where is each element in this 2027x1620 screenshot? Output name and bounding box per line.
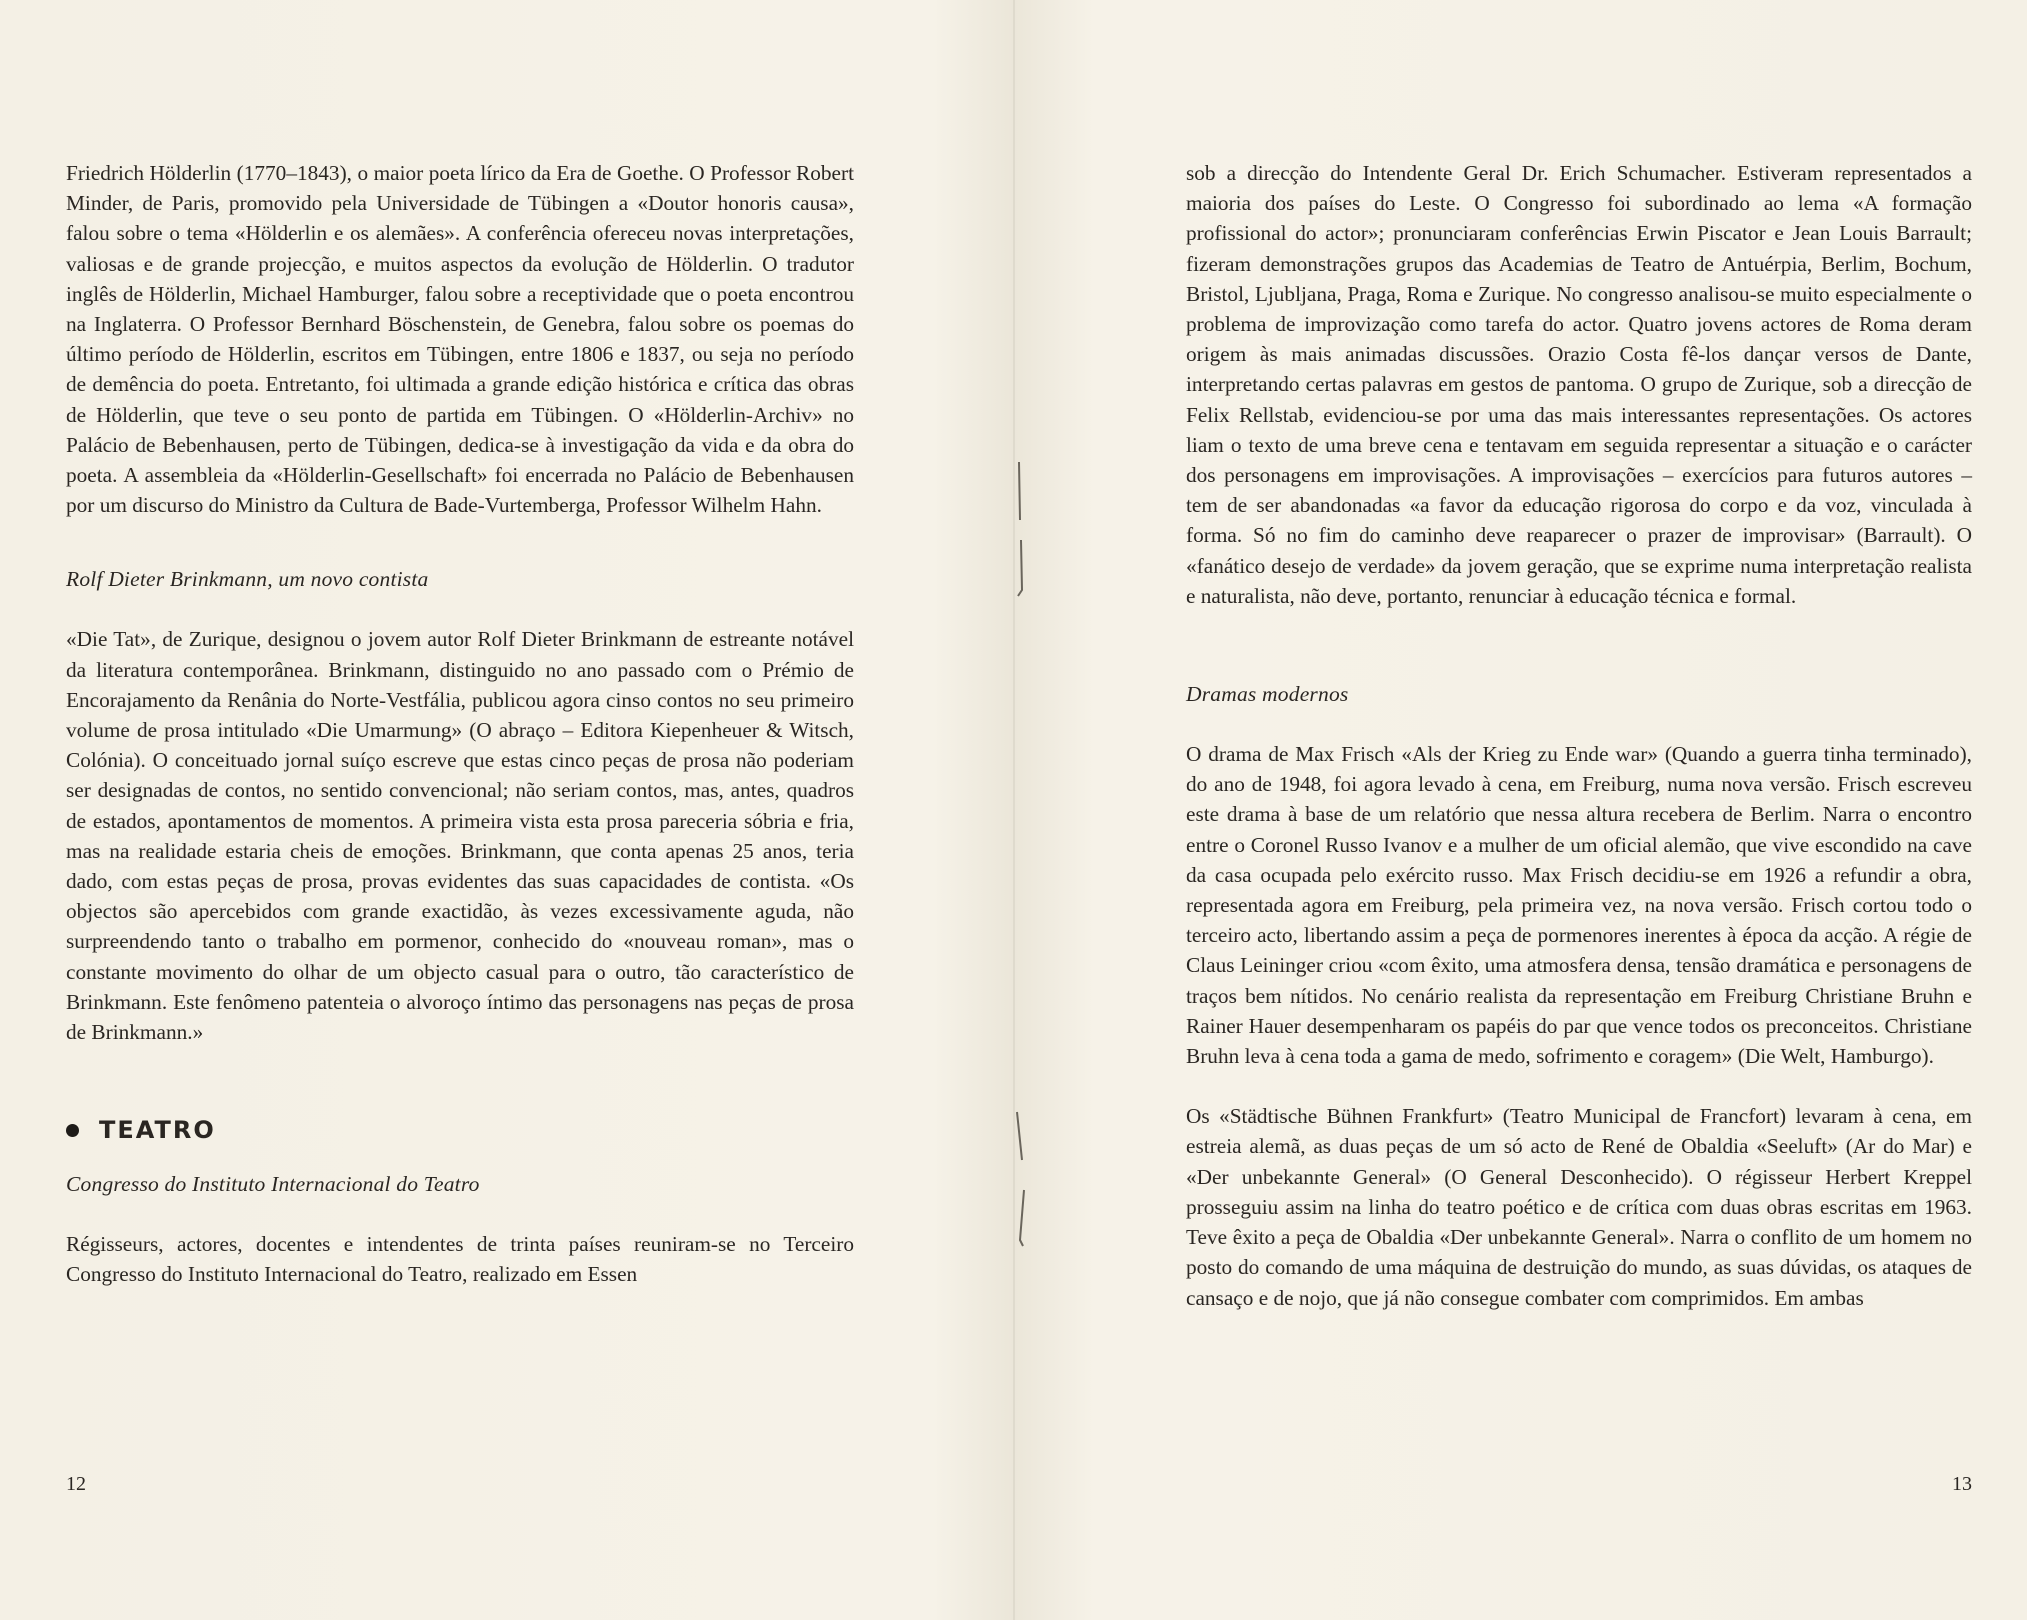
congresso-heading: Congresso do Instituto Internacional do Teatro bbox=[66, 1172, 480, 1197]
teatro-section-heading bbox=[66, 1115, 854, 1145]
frankfurt-paragraph: Os «Städtische Bühnen Frankfurt» (Teatro Municipal de Francfort) levaram à cena, em estreia alemã, as duas peças de um só acto de René de Obaldia «Seeluft» (Ar do Mar) e «Der unbekannte General» (O General Desconhecido). O régisseur Herbert Kreppel prosseguiu assim na linha do teatro poético e de crítica com duas obras escritas em 1963. Teve êxito a peça de Obaldia «Der unbekannte General». Narra o conflito de um homem no posto do comando de uma máquina de destruição do mundo, as suas dúvidas, os ataques de cansaço e de nojo, que já não consegue combater com comprimidos. Em ambas bbox=[1186, 1104, 1972, 1310]
brinkmann-paragraph: «Die Tat», de Zurique, designou o jovem autor Rolf Dieter Brinkmann de estreante notável da literatura contemporânea. Brinkmann, distinguido no ano passado com o Prémio de Encorajamento da Renânia do Norte-Vestfália, publicou agora cinso contos no seu primeiro volume de prosa intitulado «Die Umarmung» (O abraço – Editora Kiepenheuer & Witsch, Colónia). O conceituado jornal suíço escreve que estas cinco peças de prosa não poderiam ser designadas de contos, no sentido convencional; não seriam contos, mas, antes, quadros de estados, apontamentos de momentos. A primeira vista esta prosa pareceria sóbria e fria, mas na realidade estaria cheis de emoções. Brinkmann, que conta apenas 25 anos, teria dado, com estas peças de prosa, provas evidentes das suas capacidades de contista. «Os objectos são apercebidos com grande exactidão, às vezes excessivamente aguda, não surpreendendo tanto o trabalho em pormenor, conhecido do «nouveau roman», mas o constante movimento do olhar de um objecto casual para o outro, tão característico de Brinkmann. Este fenômeno patenteia o alvoroço íntimo das personagens nas peças de prosa de Brinkmann.» bbox=[66, 627, 854, 1045]
brinkmann-heading: Rolf Dieter Brinkmann, um novo contista bbox=[66, 567, 429, 592]
dramas-heading: Dramas modernos bbox=[1186, 682, 1349, 707]
teatro-section-title: TEATRO bbox=[99, 1116, 216, 1145]
binding-staple-top bbox=[1014, 460, 1022, 600]
left-column bbox=[66, 158, 854, 1290]
left-page bbox=[66, 0, 854, 1620]
binding-staple-bottom bbox=[1014, 1110, 1022, 1250]
page-number-right: 13 bbox=[1952, 1473, 1972, 1495]
book-gutter bbox=[1013, 0, 1015, 1620]
right-column bbox=[1186, 158, 1972, 1313]
page-number-left: 12 bbox=[66, 1473, 86, 1495]
right-page bbox=[1186, 0, 1972, 1620]
bullet-icon bbox=[66, 1124, 79, 1137]
frisch-paragraph: O drama de Max Frisch «Als der Krieg zu Ende war» (Quando a guerra tinha terminado), do ano de 1948, foi agora levado à cena, em Freiburg, numa nova versão. Frisch escreveu este drama à base de um relatório que nessa altura recebera de Berlim. Narra o encontro entre o Coronel Russo Ivanov e a mulher de um oficial alemão, que vive escondido na cave da casa ocupada pelo exército russo. Max Frisch decidiu-se em 1926 a refundir a obra, representada agora em Freiburg, pela primeira vez, na nova versão. Frisch cortou todo o terceiro acto, libertando assim a peça de pormenores inerentes à época da acção. A régie de Claus Leininger criou «com êxito, uma atmosfera densa, tensão dramática e personagens de traços bem nítidos. No cenário realista da representação em Freiburg Christiane Bruhn e Rainer Hauer desempenharam os papéis do par que vence todos os preconceitos. Christiane Bruhn leva à cena toda a gama de medo, sofrimento e coragem» (Die Welt, Hamburgo). bbox=[1186, 742, 1972, 1069]
hoelderlin-paragraph: Friedrich Hölderlin (1770–1843), o maior poeta lírico da Era de Goethe. O Professor Robert Minder, de Paris, promovido pela Universidade de Tübingen a «Doutor honoris causa», falou sobre o tema «Hölderlin e os alemães». A conferência ofereceu novas interpretações, valiosas e de grande projecção, e muitos aspectos da evolução de Hölderlin. O tradutor inglês de Hölderlin, Michael Hamburger, falou sobre a receptividade que o poeta encontrou na Inglaterra. O Professor Bernhard Böschenstein, de Genebra, falou sobre os poemas do último período de Hölderlin, escritos em Tübingen, entre 1806 e 1837, ou seja no período de demência do poeta. Entretanto, foi ultimada a grande edição histórica e crítica das obras de Hölderlin, que teve o seu ponto de partida em Tübingen. O «Hölderlin-Archiv» no Palácio de Bebenhausen, perto de Tübingen, dedica-se à investigação da vida e da obra do poeta. A assembleia da «Hölderlin-Gesellschaft» foi encerrada no Palácio de Bebenhausen por um discurso do Ministro da Cultura de Bade-Vurtemberga, Professor Wilhelm Hahn. bbox=[66, 161, 854, 518]
congresso-paragraph: Régisseurs, actores, docentes e intendentes de trinta países reuniram-se no Terceiro Congresso do Instituto Internacional do Teatro, realizado em Essen bbox=[66, 1232, 854, 1287]
congresso-continued-paragraph: sob a direcção do Intendente Geral Dr. Erich Schumacher. Estiveram representados a maioria dos países do Leste. O Congresso foi subordinado ao lema «A formação profissional do actor»; pronunciaram conferências Erwin Piscator e Jean Louis Barrault; fizeram demonstrações grupos das Academias de Teatro de Antuérpia, Berlim, Bochum, Bristol, Ljubljana, Praga, Roma e Zurique. No congresso analisou-se muito especialmente o problema de improvização como tarefa do actor. Quatro jovens actores de Roma deram origem às mais animadas discussões. Orazio Costa fê-los dançar versos de Dante, interpretando certas palavras em gestos de pantoma. O grupo de Zurique, sob a direcção de Felix Rellstab, evidenciou-se por uma das mais interessantes representações. Os actores liam o texto de uma breve cena e tentavam em seguida representar a situação e o carácter dos personagens em improvisações. A improvisações – exercícios para futuros autores – tem de ser abandonadas «a favor da educação rigorosa do corpo e da voz, vinculada à forma. Só no fim do caminho deve reaparecer o prazer de improvisar» (Barrault). O «fanático desejo de verdade» da jovem geração, que se exprime numa interpretação realista e naturalista, não deve, portanto, renunciar à educação técnica e formal. bbox=[1186, 161, 1972, 608]
